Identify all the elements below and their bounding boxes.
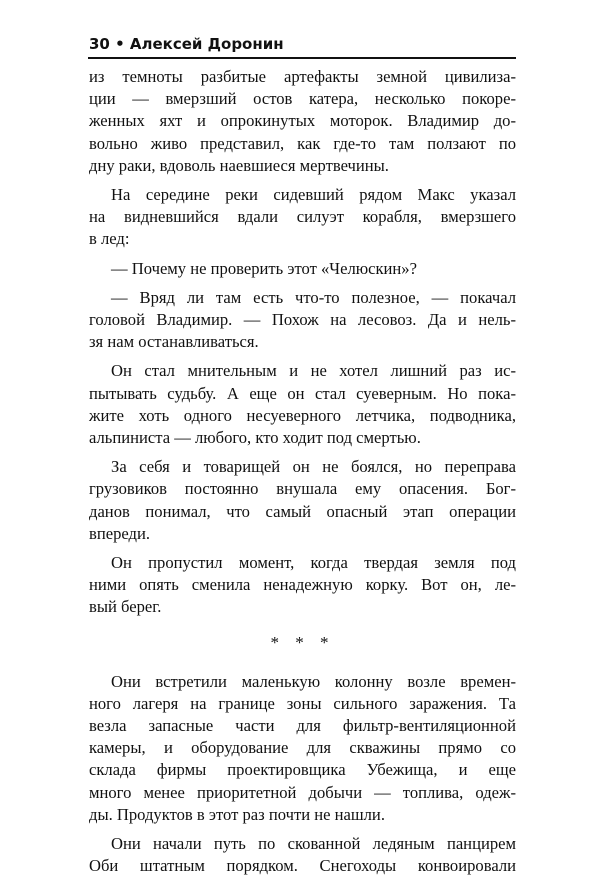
- text-line: женных яхт и опрокинутых моторок. Владимир до-: [89, 111, 516, 131]
- paragraph: [89, 360, 516, 449]
- paragraphs-before-break: [89, 66, 516, 619]
- paragraph-gap: [89, 449, 516, 456]
- text-line: в лед:: [89, 229, 130, 249]
- text-line: из темноты разбитые артефакты земной цивилиза-: [89, 67, 516, 86]
- text-line: Они встретили маленькую колонну возле времен-: [111, 671, 516, 691]
- body-text: [89, 66, 516, 878]
- text-line: много менее приоритетной добычи — топлива, одеж-: [89, 782, 516, 802]
- text-line: ды. Продуктов в этот раз почти не нашли.: [89, 804, 385, 824]
- text-line: Оби штатным порядком. Снегоходы конвоировали: [89, 856, 516, 876]
- paragraph: [89, 184, 516, 251]
- paragraph-gap: [89, 353, 516, 360]
- section-break: * * *: [270, 632, 335, 652]
- header-rule: [88, 57, 516, 59]
- paragraphs-after-break: [89, 671, 516, 878]
- text-line: вый берег.: [89, 597, 162, 617]
- text-line: — Почему не проверить этот «Челюскин»?: [111, 258, 417, 278]
- text-line: данов понимал, что самый опасный этап операции: [89, 501, 516, 521]
- text-line: жите хоть одного несуеверного летчика, подводника,: [89, 405, 516, 425]
- paragraph: [89, 456, 516, 545]
- running-head: 30 • Алексей Доронин: [89, 35, 284, 53]
- paragraph: [89, 287, 516, 354]
- paragraph-gap: [89, 280, 516, 287]
- text-line: везла запасные части для фильтр-вентиляционной: [89, 716, 516, 736]
- text-line: грузовиков постоянно внушала ему опасения. Бог-: [89, 479, 516, 499]
- text-line: На середине реки сидевший рядом Макс указал: [111, 185, 516, 205]
- text-line: ции — вмерзший остов катера, несколько покоре-: [89, 89, 516, 109]
- text-line: ного лагеря на границе зоны сильного заражения. Та: [89, 693, 516, 713]
- text-line: — Вряд ли там есть что-то полезное, — покачал: [111, 287, 516, 307]
- paragraph-gap: [89, 826, 516, 833]
- paragraph-gap: [89, 177, 516, 184]
- text-line: зя нам останавливаться.: [89, 332, 259, 352]
- text-line: впереди.: [89, 523, 150, 543]
- text-line: Он стал мнительным и не хотел лишний раз ис-: [111, 361, 516, 381]
- text-line: альпиниста — любого, кто ходит под смертью.: [89, 428, 421, 448]
- text-line: дну раки, вдоволь наевшиеся мертвечины.: [89, 155, 389, 175]
- text-line: склада фирмы проектировщика Убежища, и еще: [89, 760, 516, 780]
- paragraph: [89, 833, 516, 877]
- text-line: на видневшийся вдали силуэт корабля, вмерзшего: [89, 207, 516, 227]
- text-line: Он пропустил момент, когда твердая земля под: [111, 553, 516, 573]
- paragraph: [89, 671, 516, 826]
- text-line: За себя и товарищей он не боялся, но переправа: [111, 457, 516, 477]
- text-line: ними опять сменила ненадежную корку. Вот он, ле-: [89, 575, 516, 595]
- paragraph: [89, 258, 516, 280]
- text-line: вольно живо представил, как где-то там ползают по: [89, 133, 516, 153]
- text-line: камеры, и оборудование для скважины прямо со: [89, 738, 516, 758]
- paragraph-gap: [89, 545, 516, 552]
- paragraph-gap: [89, 251, 516, 258]
- paragraph: [89, 552, 516, 619]
- text-line: Они начали путь по скованной ледяным панцирем: [111, 834, 516, 854]
- paragraph: [89, 66, 516, 177]
- text-line: головой Владимир. — Похож на лесовоз. Да и нель-: [89, 310, 516, 330]
- text-line: пытывать судьбу. А еще он стал суеверным. Но пока-: [89, 383, 516, 403]
